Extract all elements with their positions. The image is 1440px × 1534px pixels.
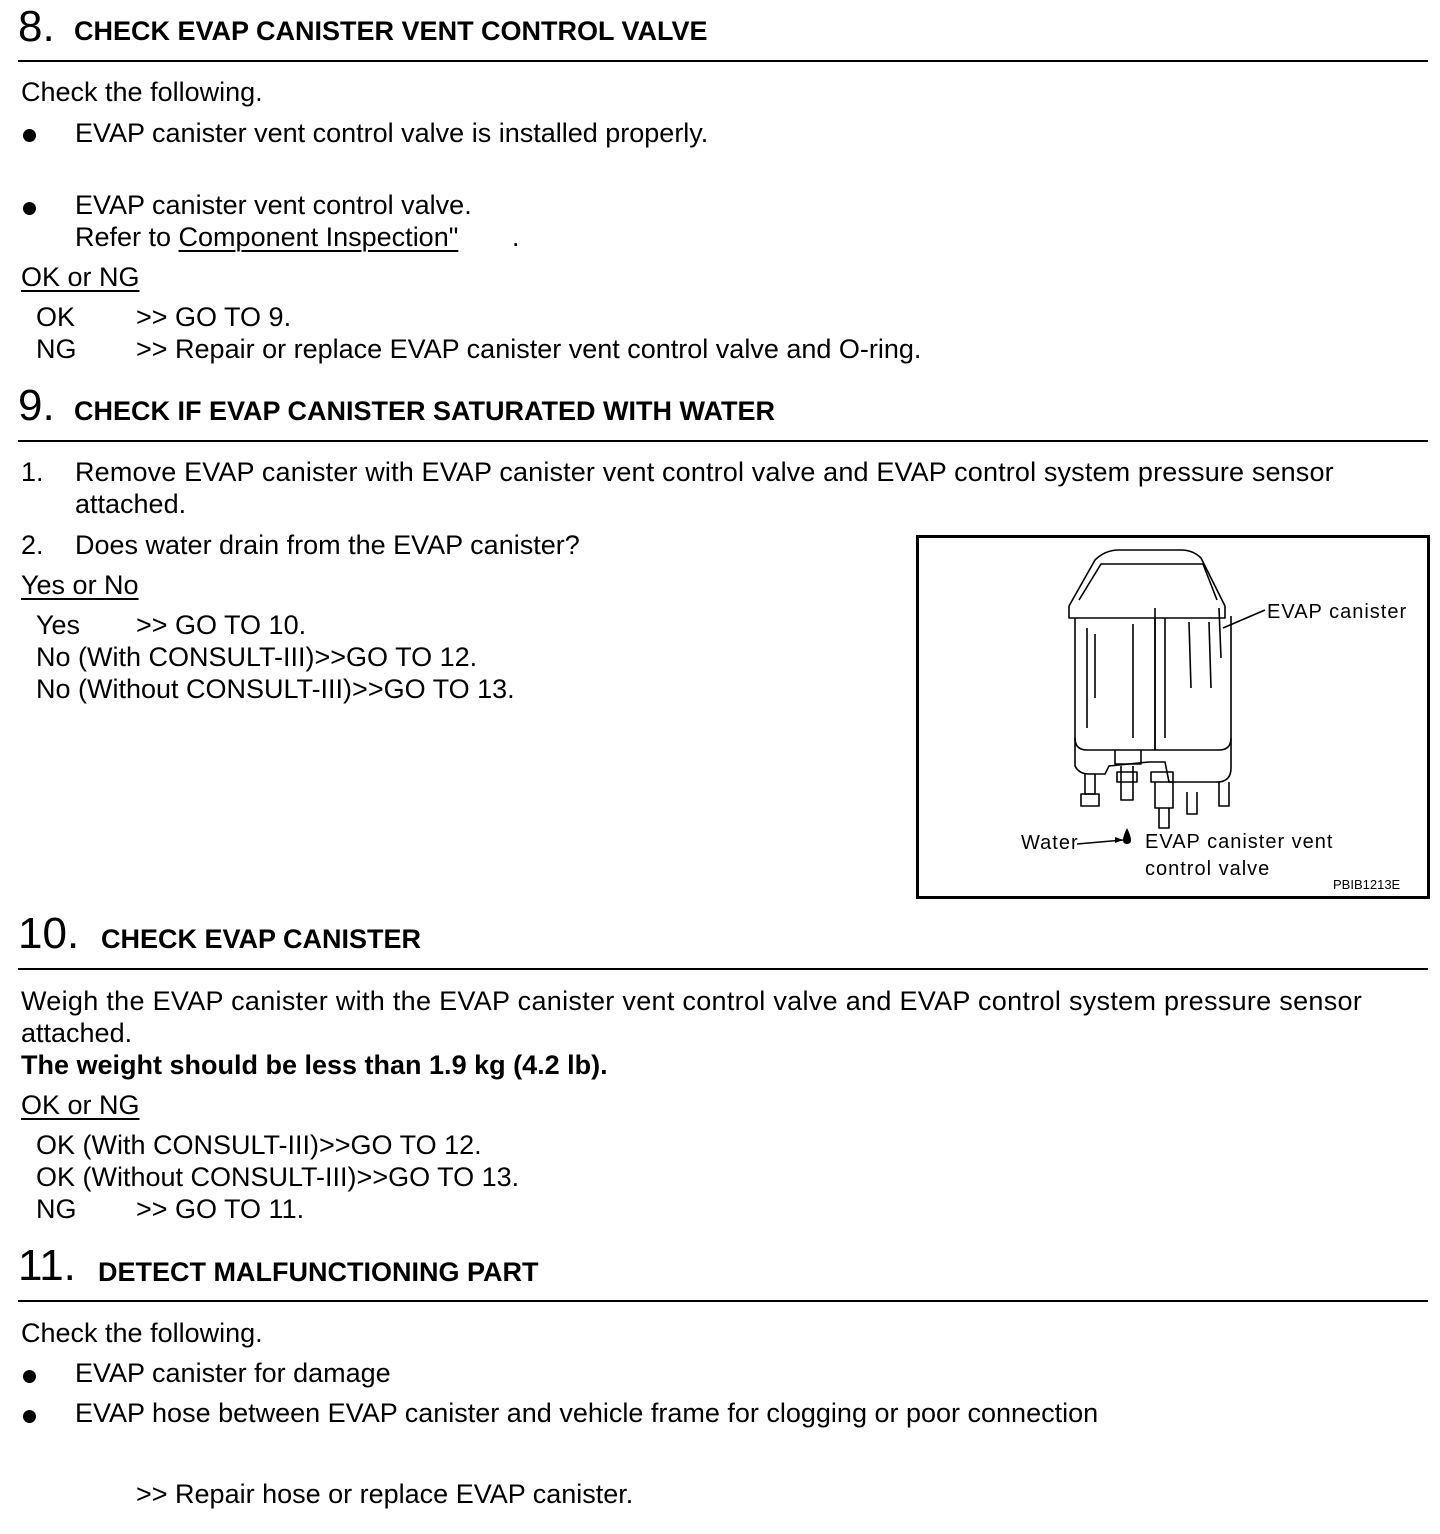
step-8-bullet-2: EVAP canister vent control valve. xyxy=(75,190,472,220)
step-10-paragraph-line-1: Weigh the EVAP canister with the EVAP canister vent control valve and EVAP control system pressure sensor xyxy=(21,986,1363,1016)
step-10-result-ng-action[interactable]: >> GO TO 11. xyxy=(136,1194,305,1224)
bullet-icon xyxy=(23,202,36,215)
step-11-title: DETECT MALFUNCTIONING PART xyxy=(98,1257,539,1287)
step-9-result-no-consult[interactable]: No (With CONSULT-III)>>GO TO 12. xyxy=(36,642,478,672)
step-11-bullet-2: EVAP hose between EVAP canister and vehicle frame for clogging or poor connection xyxy=(75,1398,1099,1428)
bullet-icon xyxy=(23,1410,36,1423)
step-9-number: 9. xyxy=(18,381,55,430)
step-8-ref-period: . xyxy=(512,222,520,252)
bullet-icon xyxy=(23,129,36,142)
step-10-weight-spec: The weight should be less than 1.9 kg (4.2 lb). xyxy=(21,1050,608,1080)
step-9-item-1-number: 1. xyxy=(21,457,44,487)
step-10-title: CHECK EVAP CANISTER xyxy=(101,924,422,954)
step-8-number: 8. xyxy=(18,2,55,51)
step-9-result-yes-key: Yes xyxy=(36,610,81,640)
step-8-result-ng-action: >> Repair or replace EVAP canister vent control valve and O-ring. xyxy=(136,334,922,364)
step-10-rule xyxy=(18,968,1428,970)
step-9-item-1-line-2: attached. xyxy=(75,489,187,519)
step-9-title: CHECK IF EVAP CANISTER SATURATED WITH WATER xyxy=(74,396,775,426)
step-8-result-ng-key: NG xyxy=(36,334,77,364)
refer-to-text: Refer to xyxy=(75,222,179,252)
step-8-bullet-2-ref xyxy=(75,221,458,253)
step-10-result-ng-key: NG xyxy=(36,1194,77,1224)
step-9-rule xyxy=(18,440,1428,442)
step-9-result-yes-action[interactable]: >> GO TO 10. xyxy=(136,610,307,640)
step-10-result-ok-without-consult[interactable]: OK (Without CONSULT-III)>>GO TO 13. xyxy=(36,1162,520,1192)
water-droplet-icon xyxy=(1123,828,1131,844)
step-11-rule xyxy=(18,1300,1428,1302)
step-8-decision-label: OK or NG xyxy=(21,262,140,292)
figure-label-water: Water xyxy=(1021,832,1079,854)
step-9-decision-label: Yes or No xyxy=(21,570,139,600)
step-9-result-no-without-consult[interactable]: No (Without CONSULT-III)>>GO TO 13. xyxy=(36,674,515,704)
step-9-item-2: Does water drain from the EVAP canister? xyxy=(75,530,580,560)
component-inspection-link[interactable]: Component Inspection" xyxy=(178,222,459,252)
step-8-bullet-1: EVAP canister vent control valve is installed properly. xyxy=(75,118,709,148)
step-11-number: 11. xyxy=(18,1241,76,1290)
step-10-decision-label: OK or NG xyxy=(21,1090,140,1120)
step-9-item-2-number: 2. xyxy=(21,530,44,560)
step-11-bullet-1: EVAP canister for damage xyxy=(75,1358,391,1388)
step-8-intro: Check the following. xyxy=(21,77,263,107)
figure-label-vent-valve-line-1: EVAP canister vent xyxy=(1145,831,1334,853)
step-10-result-ok-consult[interactable]: OK (With CONSULT-III)>>GO TO 12. xyxy=(36,1130,482,1160)
step-8-rule xyxy=(18,60,1428,62)
step-8-result-ok-action[interactable]: >> GO TO 9. xyxy=(136,302,292,332)
step-11-intro: Check the following. xyxy=(21,1318,263,1348)
step-8-result-ok-key: OK xyxy=(36,302,76,332)
evap-canister-figure xyxy=(916,535,1430,899)
step-8-title: CHECK EVAP CANISTER VENT CONTROL VALVE xyxy=(74,16,708,46)
figure-id: PBIB1213E xyxy=(1333,877,1401,892)
bullet-icon xyxy=(23,1370,36,1383)
step-10-number: 10. xyxy=(18,909,80,958)
step-9-item-1-line-1: Remove EVAP canister with EVAP canister vent control valve and EVAP control system pressure sensor xyxy=(75,457,1334,487)
step-11-action: >> Repair hose or replace EVAP canister. xyxy=(136,1479,634,1509)
figure-label-evap-canister: EVAP canister xyxy=(1267,601,1408,623)
step-10-paragraph-line-2: attached. xyxy=(21,1018,133,1048)
figure-label-vent-valve-line-2: control valve xyxy=(1145,858,1271,880)
